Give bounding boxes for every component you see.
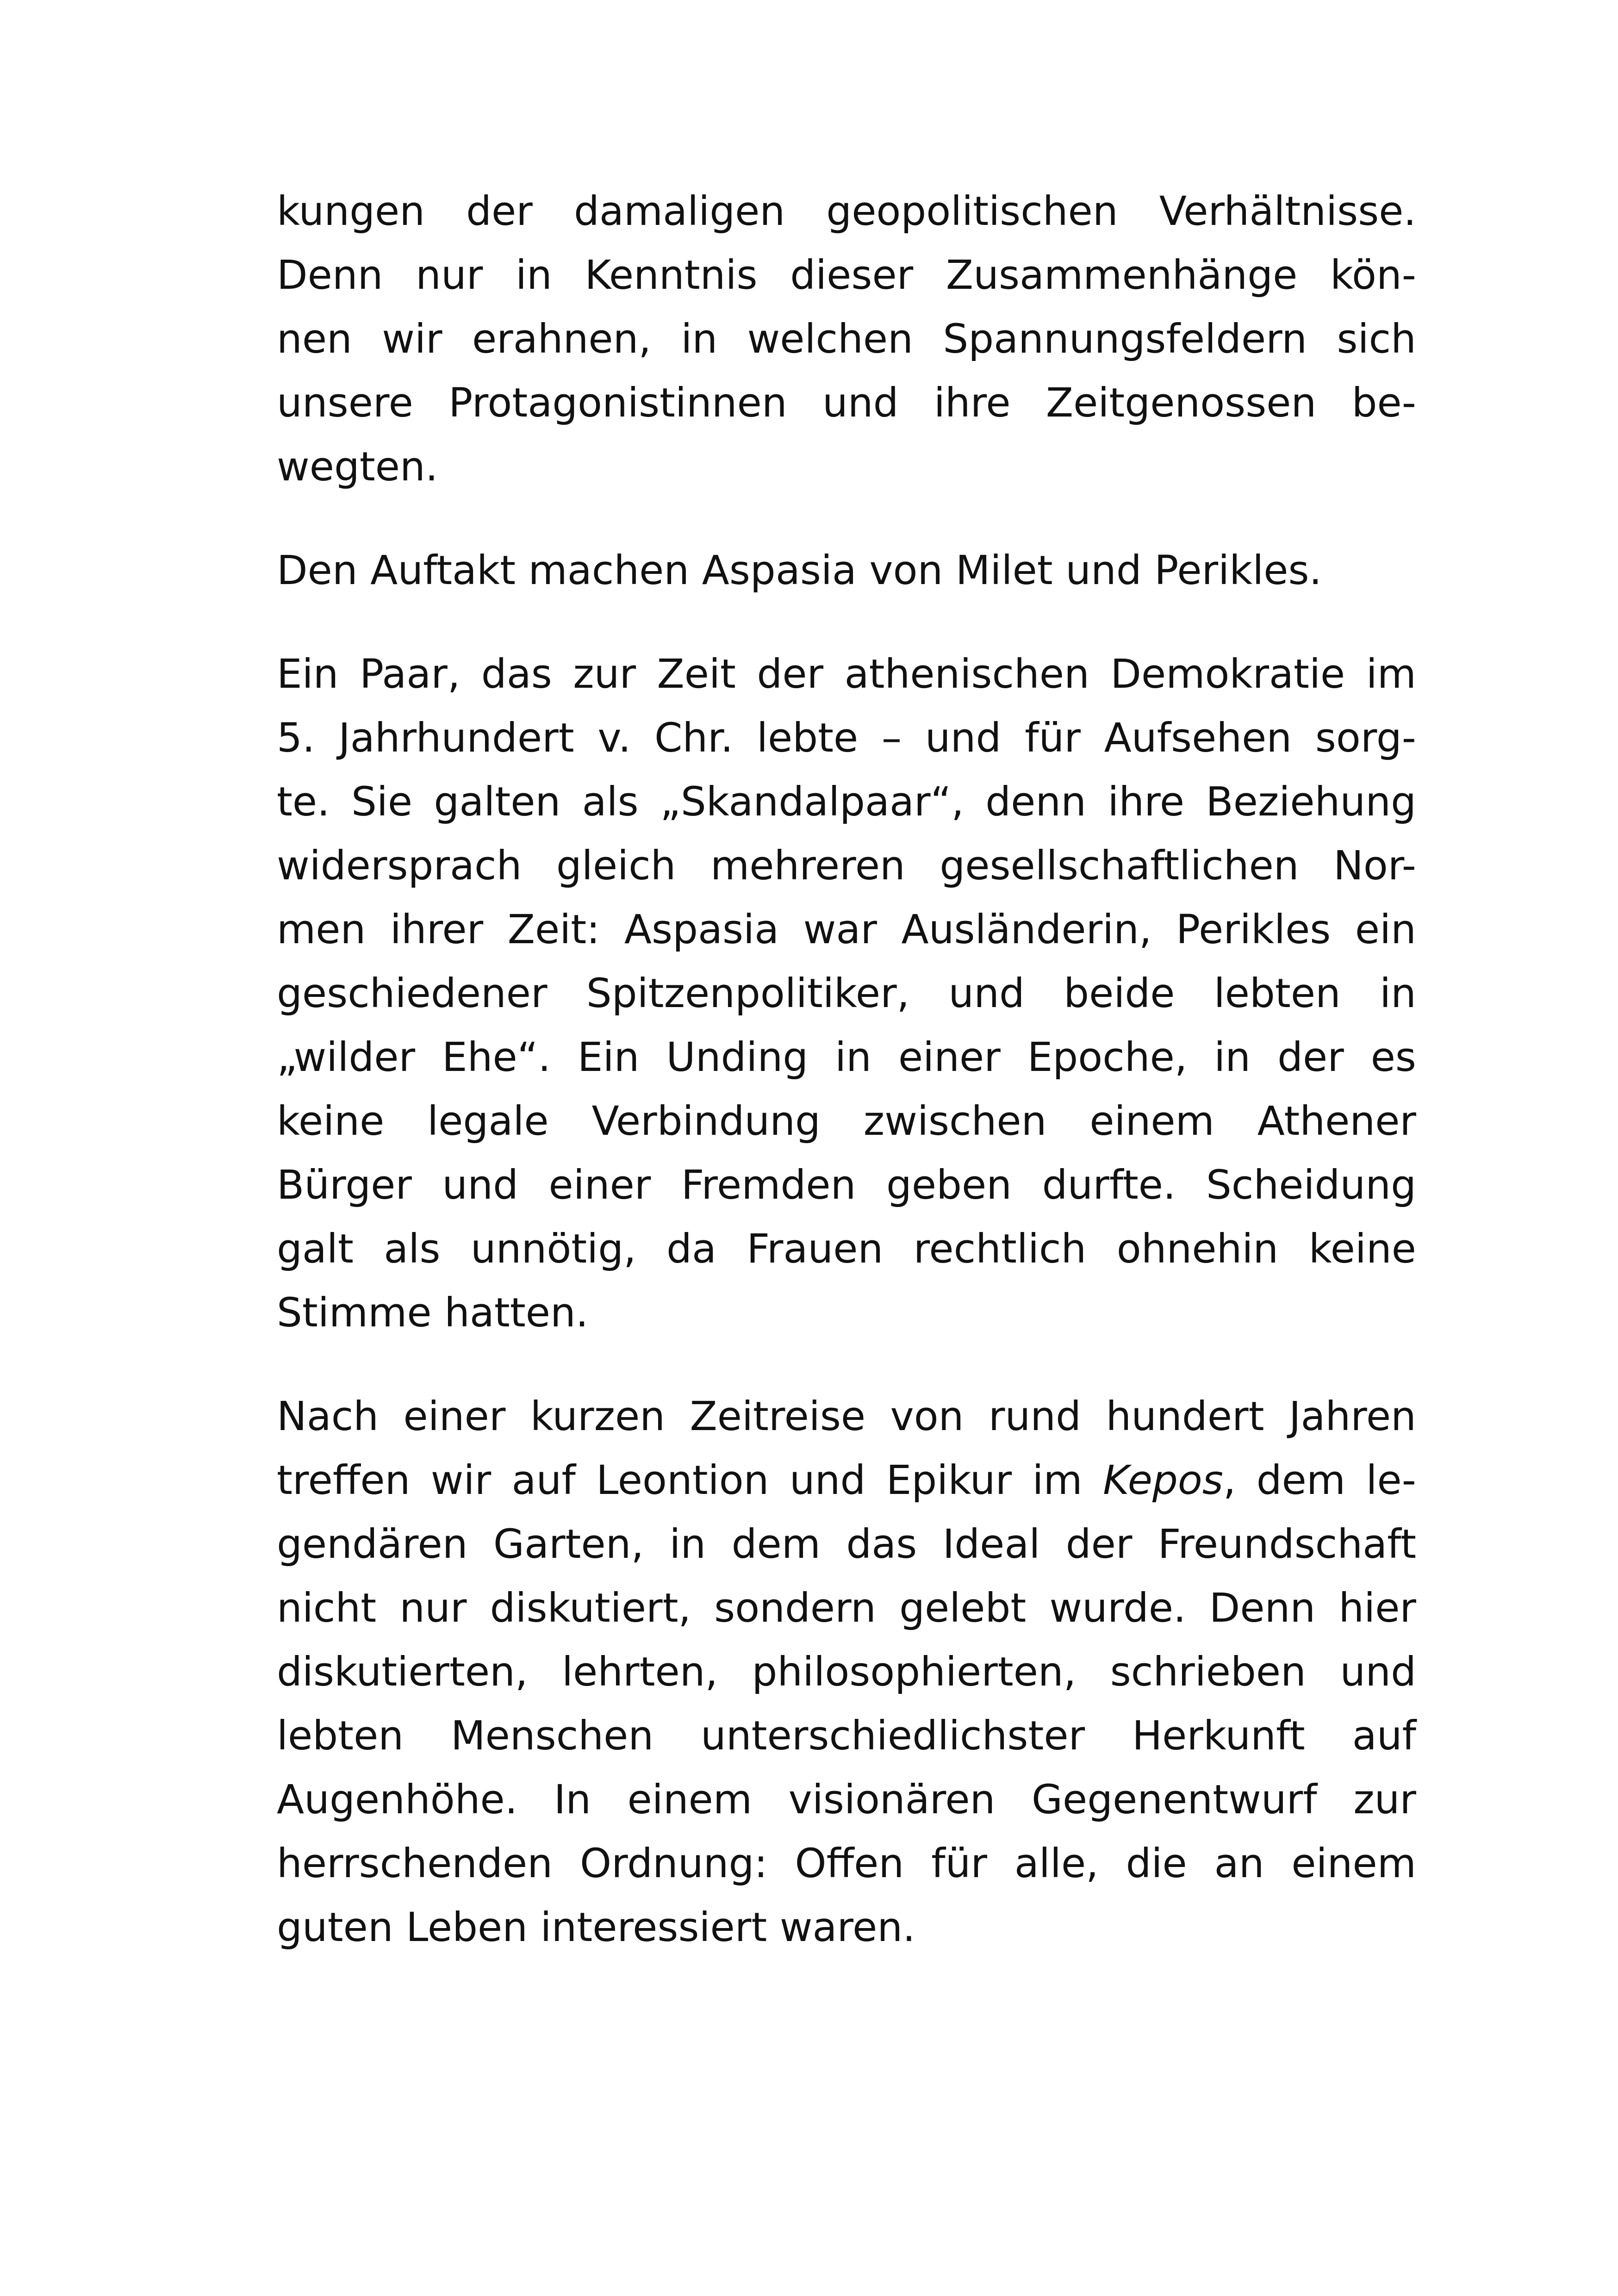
paragraph-spacing <box>277 603 1416 642</box>
paragraph <box>277 539 1416 603</box>
paragraph-spacing <box>277 499 1416 539</box>
text-line: wegten. <box>277 444 438 490</box>
paragraph <box>277 642 1416 1345</box>
text-line: galt als unnötig, da Frauen rechtlich ohnehin keine <box>277 1226 1416 1272</box>
paragraph <box>277 180 1416 499</box>
text-line: „wilder Ehe“. Ein Unding in einer Epoche, in der es <box>277 1034 1416 1081</box>
text-line: gendären Garten, in dem das Ideal der Freundschaft <box>277 1521 1416 1568</box>
paragraph <box>277 1385 1416 1960</box>
text-line: geschiedener Spitzenpolitiker, und beide lebten in <box>277 971 1416 1017</box>
text-line: widersprach gleich mehreren gesellschaftlichen Nor- <box>277 843 1416 889</box>
text-line: 5. Jahrhundert v. Chr. lebte – und für Aufsehen sorg- <box>277 715 1416 761</box>
text-line: guten Leben interessiert waren. <box>277 1904 915 1951</box>
text-line: Den Auftakt machen Aspasia von Milet und Perikles. <box>277 548 1322 594</box>
paragraph-spacing <box>277 1345 1416 1385</box>
text-line: kungen der damaligen geopolitischen Verhältnisse. <box>277 188 1416 235</box>
text-line: Stimme hatten. <box>277 1290 589 1336</box>
text-line: diskutierten, lehrten, philosophierten, schrieben und <box>277 1649 1416 1695</box>
text-line: Denn nur in Kenntnis dieser Zusammenhänge kön- <box>277 252 1416 299</box>
italic-term: Kepos <box>1103 1457 1223 1504</box>
text-line: Ein Paar, das zur Zeit der athenischen Demokratie im <box>277 651 1416 697</box>
text-line: keine legale Verbindung zwischen einem Athener <box>277 1098 1416 1145</box>
text-line: Augenhöhe. In einem visionären Gegenentwurf zur <box>277 1777 1416 1823</box>
text-line: men ihrer Zeit: Aspasia war Ausländerin, Perikles ein <box>277 907 1416 953</box>
text-line: Bürger und einer Fremden geben durfte. Scheidung <box>277 1162 1416 1208</box>
text-line: te. Sie galten als „Skandalpaar“, denn ihre Beziehung <box>277 779 1416 825</box>
body-text <box>277 180 1416 1960</box>
text-line: lebten Menschen unterschiedlichster Herkunft auf <box>277 1713 1416 1759</box>
text-run: , dem le- <box>1223 1457 1416 1504</box>
text-run: treffen wir auf Leontion und Epikur im <box>277 1457 1103 1504</box>
text-line <box>277 1449 1416 1512</box>
text-line: Nach einer kurzen Zeitreise von rund hundert Jahren <box>277 1394 1416 1440</box>
text-line: nicht nur diskutiert, sondern gelebt wurde. Denn hier <box>277 1585 1416 1631</box>
text-line: nen wir erahnen, in welchen Spannungsfeldern sich <box>277 316 1416 362</box>
text-line: unsere Protagonistinnen und ihre Zeitgenossen be- <box>277 380 1416 426</box>
text-line: herrschenden Ordnung: Offen für alle, die an einem <box>277 1841 1416 1887</box>
